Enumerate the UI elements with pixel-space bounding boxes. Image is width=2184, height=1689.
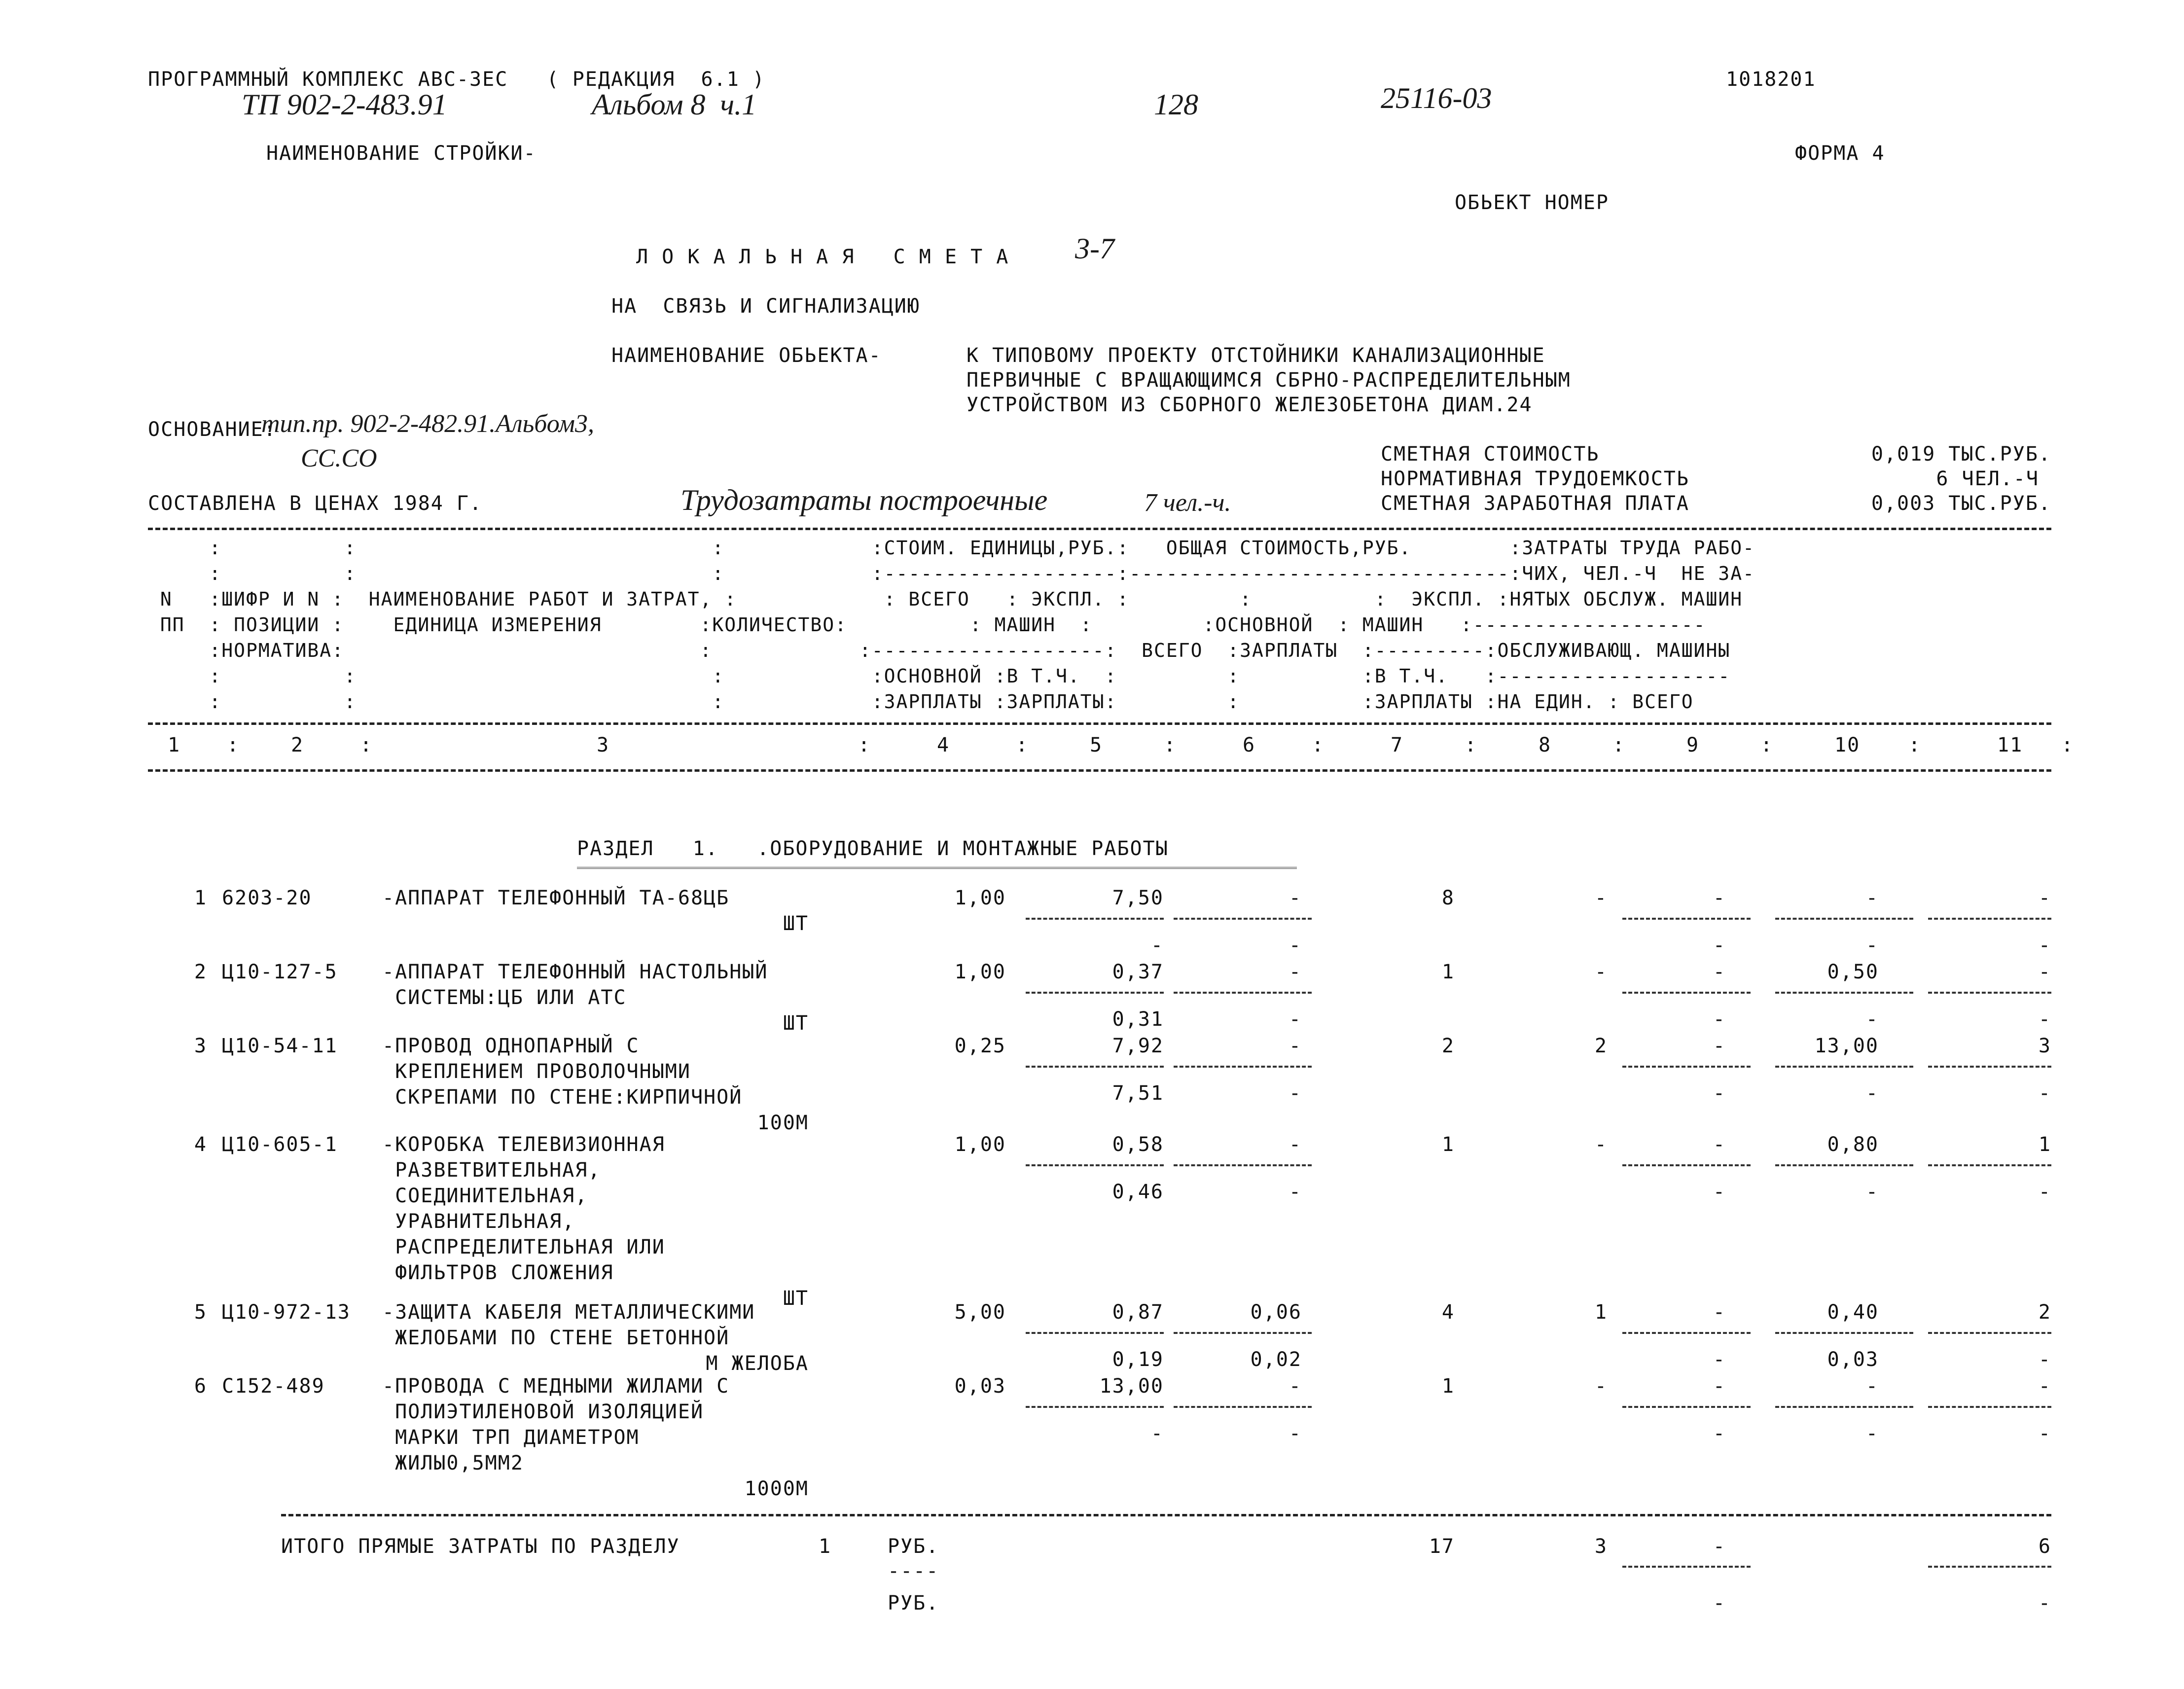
row-unit-cost-machine-wages: -	[1289, 1008, 1302, 1031]
object-line-2: ПЕРВИЧНЫЕ С ВРАЩАЮЩИМСЯ СБРНО-РАСПРЕДЕЛИТЕЛЬНЫМ	[967, 369, 1571, 392]
row-number: 3	[194, 1035, 207, 1057]
row-name-line: -ЗАЩИТА КАБЕЛЯ МЕТАЛЛИЧЕСКИМИ	[382, 1301, 755, 1324]
row-unit-cost-machine-wages: -	[1289, 934, 1302, 957]
row-unit-cost-machines: -	[1289, 961, 1302, 983]
row-col10-rule	[1775, 1164, 1913, 1166]
row-unit-cost-machines: -	[1289, 887, 1302, 909]
object-line-1: К ТИПОВОМУ ПРОЕКТУ ОТСТОЙНИКИ КАНАЛИЗАЦИОННЫЕ	[967, 344, 1545, 367]
row-total-machines: -	[1713, 1301, 1726, 1324]
row-unit: М ЖЕЛОБА	[706, 1352, 809, 1375]
row-name-line: ЖИЛЫ0,5ММ2	[382, 1452, 524, 1474]
row-col9-rule	[1622, 918, 1751, 920]
row-unit-cost-wages: -	[1150, 934, 1164, 957]
row-unit-cost-machines: 0,06	[1250, 1301, 1302, 1324]
row-labor-total: -	[2038, 1375, 2051, 1398]
column-separator: :	[2061, 734, 2075, 756]
column-separator: :	[1908, 734, 1922, 756]
column-number: 2	[291, 734, 304, 756]
object-number: ОБЬЕКТ НОМЕР	[1455, 191, 1609, 214]
row-code: Ц10-605-1	[222, 1133, 338, 1156]
row-unit-cost-total: 0,87	[1112, 1301, 1164, 1324]
row-labor-total: -	[2038, 961, 2051, 983]
row-name-line: РАЗВЕТВИТЕЛЬНАЯ,	[382, 1159, 601, 1182]
column-number: 7	[1391, 734, 1404, 756]
row-labor-per-unit: -	[1865, 887, 1879, 909]
row-col6-rule	[1174, 992, 1312, 994]
row-col10-rule	[1775, 992, 1913, 994]
column-separator: :	[1760, 734, 1774, 756]
handwritten-album: Альбом 8 ч.1	[592, 88, 757, 121]
row-quantity: 1,00	[954, 1133, 1006, 1156]
row-col9-rule	[1622, 1164, 1751, 1166]
row-total-machines: -	[1713, 1133, 1726, 1156]
row-name-line: ЖЕЛОБАМИ ПО СТЕНЕ БЕТОННОЙ	[382, 1327, 730, 1349]
row-machine-labor-total: -	[2038, 1348, 2051, 1371]
total-col-9-second: -	[1713, 1592, 1726, 1615]
row-total-machines: -	[1713, 887, 1726, 909]
row-total-wages: -	[1594, 887, 1608, 909]
handwritten-labor: Трудозатраты построечные	[680, 484, 1048, 516]
row-total-cost: 1	[1441, 961, 1455, 983]
prices-year: СОСТАВЛЕНА В ЦЕНАХ 1984 Г.	[148, 492, 483, 515]
row-machine-labor-total: -	[2038, 1181, 2051, 1203]
handwritten-title-number: 3-7	[1075, 232, 1114, 265]
table-header-line: :НОРМАТИВА: : :-------------------: ВСЕГО :ЗАРПЛАТЫ :---------:ОБСЛУЖИВАЮЩ. МАШИНЫ	[148, 640, 1731, 661]
handwritten-labor-value: 7 чел.-ч.	[1144, 489, 1231, 517]
row-unit-cost-total: 0,58	[1112, 1133, 1164, 1156]
row-machine-labor-per-unit: -	[1865, 1008, 1879, 1031]
row-total-wages: -	[1594, 961, 1608, 983]
handwritten-tp: ТП 902-2-483.91	[242, 88, 447, 121]
row-col9-rule	[1622, 1406, 1751, 1408]
object-label: НАИМЕНОВАНИЕ ОБЬЕКТА-	[611, 344, 882, 367]
total-col-9-rule	[1622, 1566, 1751, 1568]
row-name-line: СИСТЕМЫ:ЦБ ИЛИ АТС	[382, 986, 627, 1009]
row-code: Ц10-972-13	[222, 1301, 351, 1324]
column-number: 8	[1539, 734, 1552, 756]
row-col9-rule	[1622, 1066, 1751, 1068]
row-unit: ШТ	[783, 1012, 809, 1035]
column-separator: :	[227, 734, 240, 756]
row-name-line: СОЕДИНИТЕЛЬНАЯ,	[382, 1185, 588, 1207]
summary-value-wages: 0,003 ТЫС.РУБ.	[1871, 492, 2051, 515]
row-unit-cost-machines: -	[1289, 1035, 1302, 1057]
row-col10-rule	[1775, 1406, 1913, 1408]
column-number: 3	[597, 734, 610, 756]
row-labor-total: -	[2038, 887, 2051, 909]
row-quantity: 0,03	[954, 1375, 1006, 1398]
summary-value-labor: 6 ЧЕЛ.-Ч	[1936, 467, 2039, 490]
row-machine-labor-per-unit: -	[1865, 1082, 1879, 1105]
column-number: 10	[1834, 734, 1861, 756]
total-section-number: 1	[819, 1535, 832, 1558]
row-col6-rule	[1174, 1164, 1312, 1166]
row-unit: 100М	[757, 1112, 809, 1134]
row-unit-cost-machine-wages: -	[1289, 1181, 1302, 1203]
row-total-wages: -	[1594, 1375, 1608, 1398]
column-number: 1	[168, 734, 181, 756]
column-number: 9	[1686, 734, 1700, 756]
row-total-machine-wages: -	[1713, 1348, 1726, 1371]
row-total-cost: 2	[1441, 1035, 1455, 1057]
row-col5-rule	[1026, 1066, 1164, 1068]
program-name: ПРОГРАММНЫЙ КОМПЛЕКС АВС-3ЕС ( РЕДАКЦИЯ 6.1 )	[148, 68, 765, 91]
row-labor-total: 2	[2038, 1301, 2051, 1324]
row-name-line: МАРКИ ТРП ДИАМЕТРОМ	[382, 1426, 640, 1449]
column-separator: :	[1164, 734, 1177, 756]
row-labor-per-unit: -	[1865, 1375, 1879, 1398]
row-quantity: 5,00	[954, 1301, 1006, 1324]
row-name-line: -АППАРАТ ТЕЛЕФОННЫЙ НАСТОЛЬНЫЙ	[382, 961, 768, 983]
row-col11-rule	[1928, 1406, 2051, 1408]
row-col11-rule	[1928, 992, 2051, 994]
row-unit-cost-total: 13,00	[1099, 1375, 1164, 1398]
row-total-cost: 1	[1441, 1133, 1455, 1156]
row-unit-cost-wages: 7,51	[1112, 1082, 1164, 1105]
row-code: С152-489	[222, 1375, 325, 1398]
column-separator: :	[1312, 734, 1325, 756]
row-unit: 1000М	[744, 1477, 809, 1500]
row-col9-rule	[1622, 1332, 1751, 1334]
section-title-underline	[577, 867, 1297, 870]
handwritten-page: 128	[1154, 88, 1198, 121]
total-col-11-second: -	[2038, 1592, 2051, 1615]
row-col11-rule	[1928, 1332, 2051, 1334]
total-unit: РУБ.	[888, 1535, 939, 1558]
handwritten-basis-2: СС.СО	[301, 444, 377, 472]
construction-name: НАИМЕНОВАНИЕ СТРОЙКИ-	[266, 142, 537, 165]
column-numbers-rule	[148, 769, 2051, 772]
row-machine-labor-per-unit: -	[1865, 934, 1879, 957]
column-numbers	[148, 732, 2075, 758]
total-unit-separator: ----	[888, 1560, 939, 1582]
row-number: 4	[194, 1133, 207, 1156]
row-machine-labor-total: -	[2038, 1082, 2051, 1105]
row-total-machine-wages: -	[1713, 1422, 1726, 1445]
summary-label-wages: СМЕТНАЯ ЗАРАБОТНАЯ ПЛАТА	[1381, 492, 1689, 515]
row-total-wages: -	[1594, 1133, 1608, 1156]
row-name-line: -ПРОВОД ОДНОПАРНЫЙ С	[382, 1035, 640, 1057]
row-col10-rule	[1775, 918, 1913, 920]
row-unit-cost-wages: 0,19	[1112, 1348, 1164, 1371]
total-col-7: 17	[1429, 1535, 1455, 1558]
row-code: Ц10-127-5	[222, 961, 338, 983]
total-col-11-rule	[1928, 1566, 2051, 1568]
row-machine-labor-per-unit: 0,03	[1827, 1348, 1879, 1371]
row-labor-total: 3	[2038, 1035, 2051, 1057]
row-total-machines: -	[1713, 1375, 1726, 1398]
row-number: 1	[194, 887, 207, 909]
row-total-machine-wages: -	[1713, 934, 1726, 957]
row-unit-cost-wages: 0,31	[1112, 1008, 1164, 1031]
row-unit: ШТ	[783, 1287, 809, 1310]
row-labor-total: 1	[2038, 1133, 2051, 1156]
row-col5-rule	[1026, 992, 1164, 994]
row-code: Ц10-54-11	[222, 1035, 338, 1057]
row-labor-per-unit: 13,00	[1814, 1035, 1879, 1057]
row-total-machines: -	[1713, 1035, 1726, 1057]
row-name-line: -КОРОБКА ТЕЛЕВИЗИОННАЯ	[382, 1133, 665, 1156]
column-separator: :	[858, 734, 871, 756]
totals-rule	[281, 1514, 2051, 1516]
row-col11-rule	[1928, 1066, 2051, 1068]
row-machine-labor-total: -	[2038, 1422, 2051, 1445]
column-number: 6	[1243, 734, 1256, 756]
column-separator: :	[360, 734, 373, 756]
table-header-line: : : : :ОСНОВНОЙ :В Т.Ч. : : :В Т.Ч. :-------------------	[148, 665, 1731, 687]
row-col6-rule	[1174, 1066, 1312, 1068]
row-name-line: КРЕПЛЕНИЕМ ПРОВОЛОЧНЫМИ	[382, 1060, 691, 1083]
row-total-machines: -	[1713, 961, 1726, 983]
row-name-line: -АППАРАТ ТЕЛЕФОННЫЙ ТА-68ЦБ	[382, 887, 730, 909]
row-unit-cost-machine-wages: -	[1289, 1422, 1302, 1445]
row-col6-rule	[1174, 918, 1312, 920]
total-col-8: 3	[1594, 1535, 1608, 1558]
row-quantity: 1,00	[954, 887, 1006, 909]
row-number: 6	[194, 1375, 207, 1398]
row-total-cost: 4	[1441, 1301, 1455, 1324]
row-labor-per-unit: 0,40	[1827, 1301, 1879, 1324]
row-col6-rule	[1174, 1406, 1312, 1408]
row-unit-cost-wages: -	[1150, 1422, 1164, 1445]
form-label: ФОРМА 4	[1795, 142, 1885, 165]
object-line-3: УСТРОЙСТВОМ ИЗ СБОРНОГО ЖЕЛЕЗОБЕТОНА ДИАМ.24	[967, 394, 1533, 416]
document-title: Л О К А Л Ь Н А Я С М Е Т А	[636, 246, 1009, 268]
document-number: 1018201	[1726, 68, 1816, 91]
row-code: 6203-20	[222, 887, 312, 909]
row-labor-per-unit: 0,80	[1827, 1133, 1879, 1156]
row-unit-cost-machine-wages: 0,02	[1250, 1348, 1302, 1371]
row-name-line: ПОЛИЭТИЛЕНОВОЙ ИЗОЛЯЦИЕЙ	[382, 1401, 704, 1423]
summary-label-labor: НОРМАТИВНАЯ ТРУДОЕМКОСТЬ	[1381, 467, 1689, 490]
row-total-cost: 8	[1441, 887, 1455, 909]
row-total-machine-wages: -	[1713, 1181, 1726, 1203]
column-number: 5	[1090, 734, 1103, 756]
column-number: 11	[1997, 734, 2023, 756]
row-name-line: СКРЕПАМИ ПО СТЕНЕ:КИРПИЧНОЙ	[382, 1086, 743, 1109]
row-unit: ШТ	[783, 912, 809, 935]
row-quantity: 0,25	[954, 1035, 1006, 1057]
total-col-11: 6	[2038, 1535, 2051, 1558]
row-col11-rule	[1928, 918, 2051, 920]
row-machine-labor-per-unit: -	[1865, 1181, 1879, 1203]
column-separator: :	[1612, 734, 1626, 756]
row-unit-cost-machine-wages: -	[1289, 1082, 1302, 1105]
row-total-cost: 1	[1441, 1375, 1455, 1398]
table-header-line: N :ШИФР И N : НАИМЕНОВАНИЕ РАБОТ И ЗАТРАТ, : : ВСЕГО : ЭКСПЛ. : : : ЭКСПЛ. :НЯТЫХ ОБСЛУЖ. МАШИН	[148, 588, 1743, 610]
handwritten-code: 25116-03	[1381, 82, 1492, 114]
row-col10-rule	[1775, 1332, 1913, 1334]
document-subtitle: НА СВЯЗЬ И СИГНАЛИЗАЦИЮ	[611, 295, 920, 318]
column-number: 4	[937, 734, 950, 756]
basis-label: ОСНОВАНИЕ:	[148, 418, 277, 441]
row-machine-labor-total: -	[2038, 934, 2051, 957]
row-name-line: УРАВНИТЕЛЬНАЯ,	[382, 1210, 575, 1233]
row-col6-rule	[1174, 1332, 1312, 1334]
row-unit-cost-total: 7,50	[1112, 887, 1164, 909]
table-header-line: : : : :-------------------:-------------------------------:ЧИХ, ЧЕЛ.-Ч НЕ ЗА-	[148, 563, 1755, 584]
section-title: РАЗДЕЛ 1. .ОБОРУДОВАНИЕ И МОНТАЖНЫЕ РАБОТЫ	[577, 837, 1169, 860]
table-top-rule	[148, 528, 2051, 530]
row-unit-cost-total: 7,92	[1112, 1035, 1164, 1057]
row-number: 5	[194, 1301, 207, 1324]
row-total-machine-wages: -	[1713, 1008, 1726, 1031]
table-header-line: : : : :СТОИМ. ЕДИНИЦЫ,РУБ.: ОБЩАЯ СТОИМОСТЬ,РУБ. :ЗАТРАТЫ ТРУДА РАБО-	[148, 537, 1755, 559]
summary-label-cost: СМЕТНАЯ СТОИМОСТЬ	[1381, 443, 1600, 466]
row-col5-rule	[1026, 1406, 1164, 1408]
row-number: 2	[194, 961, 207, 983]
summary-value-cost: 0,019 ТЫС.РУБ.	[1871, 443, 2051, 466]
row-name-line: ФИЛЬТРОВ СЛОЖЕНИЯ	[382, 1261, 614, 1284]
row-total-wages: 1	[1594, 1301, 1608, 1324]
row-total-machine-wages: -	[1713, 1082, 1726, 1105]
row-machine-labor-per-unit: -	[1865, 1422, 1879, 1445]
row-total-wages: 2	[1594, 1035, 1608, 1057]
row-unit-cost-wages: 0,46	[1112, 1181, 1164, 1203]
row-quantity: 1,00	[954, 961, 1006, 983]
row-col11-rule	[1928, 1164, 2051, 1166]
row-labor-per-unit: 0,50	[1827, 961, 1879, 983]
row-unit-cost-total: 0,37	[1112, 961, 1164, 983]
total-unit-second: РУБ.	[888, 1592, 939, 1615]
row-machine-labor-total: -	[2038, 1008, 2051, 1031]
column-separator: :	[1016, 734, 1029, 756]
row-name-line: -ПРОВОДА С МЕДНЫМИ ЖИЛАМИ С	[382, 1375, 730, 1398]
row-col5-rule	[1026, 1332, 1164, 1334]
table-header-rule	[148, 722, 2051, 725]
row-unit-cost-machines: -	[1289, 1133, 1302, 1156]
row-col5-rule	[1026, 918, 1164, 920]
row-col10-rule	[1775, 1066, 1913, 1068]
total-label: ИТОГО ПРЯМЫЕ ЗАТРАТЫ ПО РАЗДЕЛУ	[281, 1535, 680, 1558]
row-col5-rule	[1026, 1164, 1164, 1166]
table-header-line: ПП : ПОЗИЦИИ : ЕДИНИЦА ИЗМЕРЕНИЯ :КОЛИЧЕСТВО: : МАШИН : :ОСНОВНОЙ : МАШИН :-------------------	[148, 614, 1706, 636]
column-separator: :	[1465, 734, 1478, 756]
table-header-line: : : : :ЗАРПЛАТЫ :ЗАРПЛАТЫ: : :ЗАРПЛАТЫ :НА ЕДИН. : ВСЕГО	[148, 691, 1694, 713]
total-col-9: -	[1713, 1535, 1726, 1558]
handwritten-basis-1: тип.пр. 902-2-482.91.Альбом3,	[261, 410, 594, 438]
row-col9-rule	[1622, 992, 1751, 994]
row-unit-cost-machines: -	[1289, 1375, 1302, 1398]
row-name-line: РАСПРЕДЕЛИТЕЛЬНАЯ ИЛИ	[382, 1236, 665, 1258]
